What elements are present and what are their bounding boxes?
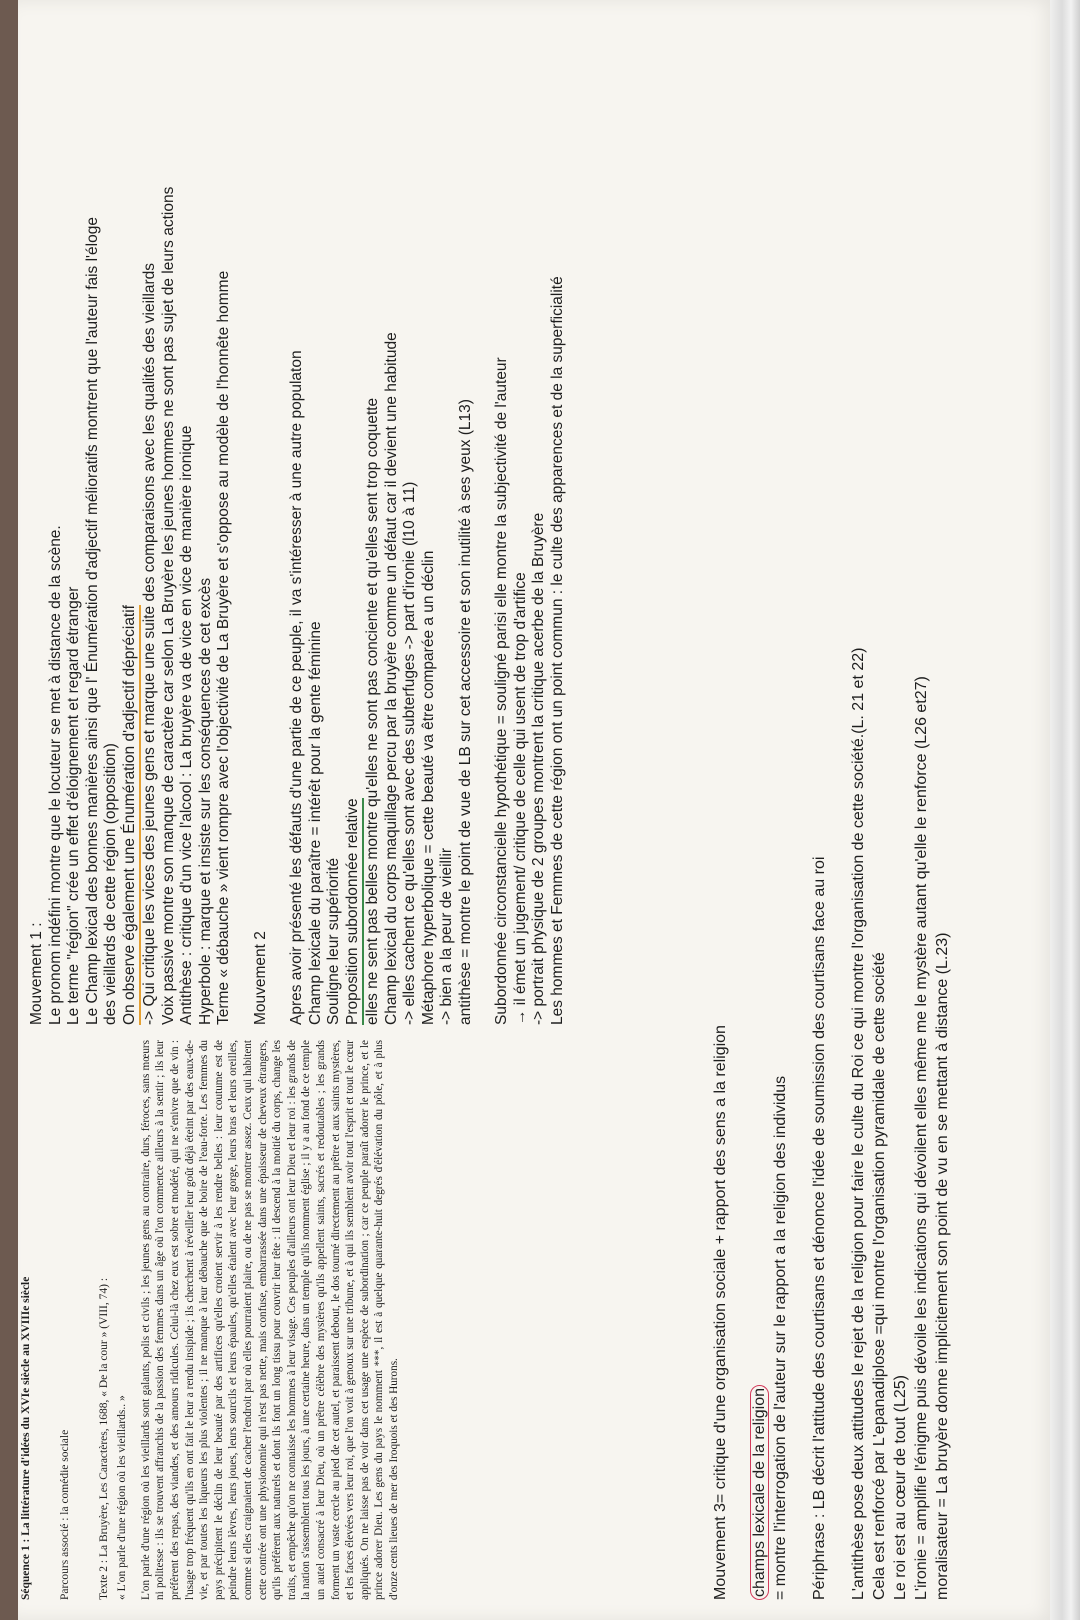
source-text-column — [20, 1040, 620, 1600]
m1-line-8: Antithèse : critique d'un vice l'alcool : La bruyère va de vice en vice de manière ironique — [178, 425, 195, 1025]
m2-line-13: -> portrait physique de 2 groupes montrent la critique acerbe de la Bruyère — [530, 512, 547, 1025]
m1-line-7: Voix passive montre son manque de caractère car selon La Bruyère les jeunes hommes ne sont pas sujet de leurs actions — [159, 186, 177, 1025]
m3-line-6: Le roi est au cœur de tout (L25) — [892, 1375, 909, 1600]
analysis-column — [28, 20, 668, 1025]
m1-line-5: On observe également une Énumération d'adjectif dépréciatif — [121, 605, 142, 1025]
text-reference: Texte 2 : La Bruyère, Les Caractères, 1688, « De la cour » (VIII, 74) : — [98, 1277, 111, 1600]
m1-line-1: Le pronom indéfini montre que le locuteur se met à distance de la scène. — [46, 525, 64, 1025]
m1-line-6: -> Qui critique les vices des jeunes gens et marque une suite des comparaisons avec les qualités des vieillards — [141, 262, 158, 1025]
m2-line-9: -> bien a la peur de vieillir — [438, 847, 455, 1025]
m3-title: Mouvement 3= critique d'une organisation sociale + rapport des sens a la religion — [712, 1025, 729, 1600]
m1-line-3: Le Champ lexical des bonnes manières ainsi que l' Énumération d'adjectif mélioratifs montrent que l'auteur fais l'éloge — [83, 217, 101, 1025]
sequence-header: Séquence 1 : La littérature d'idées du XVIe siècle au XVIIIe siècle — [20, 1276, 32, 1600]
m2-line-3: Souligne leur supériorité — [325, 857, 342, 1025]
m3-line-4: L'antithèse pose deux attitudes le rejet de la religion pour faire le culte du Roi ce qui montre l'organisation de cette société.(L. 21 et 22) — [850, 647, 867, 1600]
m2-line-11: Subordonnée circonstancielle hypothétique = souligné parisi elle montre la subjectivité de l'auteur — [493, 357, 510, 1025]
m2-line-6: Champ lexical du corps maquillage percu par la bruyère comme un défaut car il devient une habitude — [382, 332, 400, 1025]
m2-line-14: Les hommes et Femmes de cette région ont un point commun : le culte des apparences et de la superficialité — [548, 276, 566, 1025]
m1-line-2: Le terme "région" crée un effet d'éloignement et regard étranger — [65, 586, 82, 1025]
m2-line-2: Champ lexicale du paraître = intérêt pour la gente féminine — [306, 621, 324, 1025]
m2-title: Mouvement 2 — [251, 931, 269, 1025]
page-stack-edge — [1050, 0, 1080, 1620]
text-quote: « L'on parle d'une région où les vieillards.. » — [115, 1395, 128, 1600]
m2-line-4: Proposition subordonnée relative — [344, 798, 365, 1025]
m3-religion-lexicon: champs lexicale de la religion — [750, 1385, 769, 1600]
m3-line-2: = montre l'interrogation de l'auteur sur le rapport a la religion des individus — [772, 1075, 789, 1600]
m3-line-3: Périphrase : LB décrit l'attitude des courtisans et dénonce l'idée de soumission des courtisans face au roi — [811, 856, 828, 1600]
m1-title: Mouvement 1 : — [28, 922, 45, 1025]
m2-line-10: antithèse = montre le point de vue de LB sur cet accessoire et son inutilité à ses yeux (L13) — [456, 399, 474, 1025]
la-bruyere-passage: L'on parle d'une région où les vieillards sont galants, polis et civils ; les jeunes gens au contraire, durs, féroces, sans mœurs ni politesse : ils se trouvent affranchis de la passion des femmes dans un âge où l'on commence ailleurs à la sentir ; ils leur préfèrent des repas, des viandes, et des amours ridicules. Celui-là chez eux est sobre et modéré, qui ne s'enivre que de vin : l'usage trop fréquent qu'ils en ont fait le leur a rendu insipide ; ils cherchent à réveiller leur goût déjà éteint par des eaux-de-vie, et par toutes les liqueurs les plus violentes ; il ne manque à leur débauche que de boire de l'eau-forte. Les femmes du pays précipitent le déclin de leur beauté par des artifices qu'elles croient servir à les rendre belles : leur coutume est de peindre leurs lèvres, leurs joues, leurs sourcils et leurs épaules, qu'elles étalent avec leur gorge, leurs bras et leurs oreilles, comme si elles craignaient de cacher l'endroit par où elles pourraient plaire, ou de ne pas se montrer assez. Ceux qui habitent cette contrée ont une physionomie qui n'est pas nette, mais confuse, embarrassée dans une épaisseur de cheveux étrangers, qu'ils préfèrent aux naturels et dont ils font un long tissu pour couvrir leur tête : il descend à la moitié du corps, change les traits, et empêche qu'on ne connaisse les hommes à leur visage. Ces peuples d'ailleurs ont leur Dieu et leur roi : les grands de la nation s'assemblent tous les jours, à une certaine heure, dans un temple qu'ils nomment église ; il y a au fond de ce temple un autel consacré à leur Dieu, où un prêtre célèbre des mystères qu'ils appellent saints, sacrés et redoutables ; les grands forment un vaste cercle au pied de cet autel, et paraissent debout, le dos tourné directement au prêtre et aux saints mystères, et les faces élevées vers leur roi, que l'on voit à genoux sur une tribune, et à qui ils semblent avoir tout l'esprit et tout le cœur appliqués. On ne laisse pas de voir dans cet usage une espèce de subordination ; car ce peuple paraît adorer le prince, et le prince adorer Dieu. Les gens du pays le nomment ***, il est à quelque quarante-huit degrés d'élévation du pôle, et à plus d'onze cents lieues de mer des Iroquois et des Hurons. — [139, 1040, 400, 1600]
movement-3-section — [710, 40, 1010, 1600]
m1-line-9: Hyperbole : marque et insiste sur les conséquences de cet excès — [196, 577, 214, 1025]
m2-line-1: Apres avoir présenté les défauts d'une partie de ce peuple, il va s'intéresser à une autre populaton — [288, 350, 305, 1025]
m1-line-4: des vieillards de cette région (opposition) — [102, 743, 119, 1025]
parcours-line: Parcours associé : la comédie sociale — [59, 1429, 72, 1600]
m2-line-7: -> elles cachent ce qu'elles sont avec des subterfuges -> part d'ironie (l10 à 11) — [401, 481, 418, 1025]
rotated-page — [20, 20, 1020, 1600]
m3-line-7: L'ironie = amplifie l'énigme puis dévoile les indications qui dévoilent elles même me le mystère autant qu'elle le renforce (L26 et27) — [913, 676, 930, 1600]
m2-line-8: Métaphore hyperbolique = cette beauté va être comparée a un déclin — [419, 550, 437, 1025]
m1-line-10: Terme « débauche » vient rompre avec l'objectivité de La Bruyère et s'oppose au modèle de l'honnête homme — [215, 270, 232, 1025]
m2-line-5: elles ne sent pas belles montre qu'elles ne sont pas conciente et qu'elles sent trop coquette — [364, 397, 381, 1025]
m2-line-12: → il émet un jugement/ critique de celle qui usent de trop d'artifice — [511, 572, 529, 1025]
m3-line-8: moralisateur = La bruyère donne implicitement son point de vu en se mettant à distance (L.23) — [934, 932, 951, 1600]
m3-line-5: Cela est renforcé par L'epanadiplose =qui montre l'organisation pyramidale de cette société — [871, 952, 888, 1600]
